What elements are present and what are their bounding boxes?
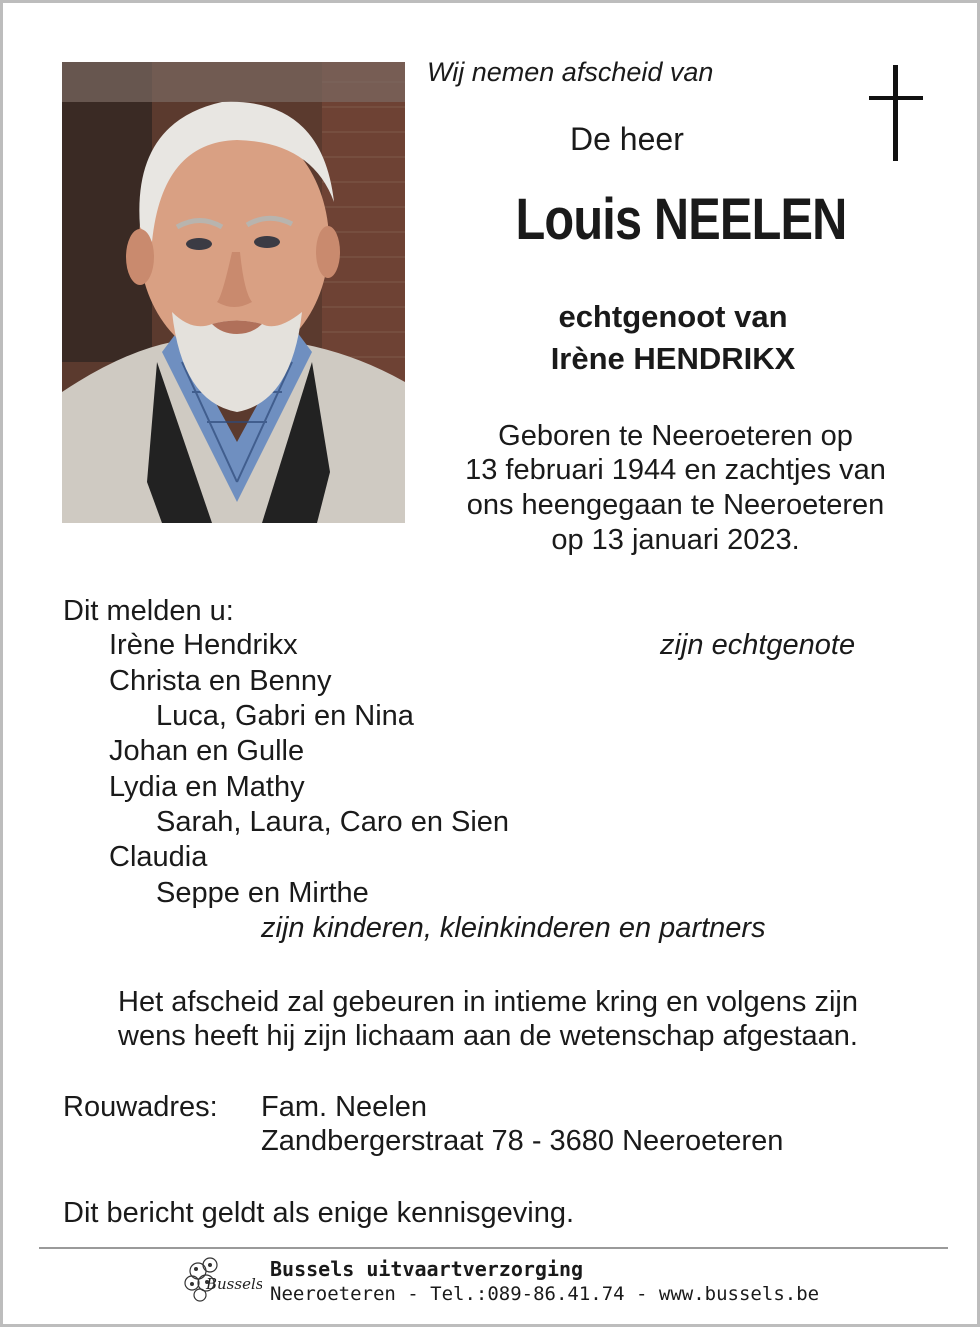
spouse-line1: echtgenoot van [558, 299, 788, 334]
born-line: ons heengegaan te Neeroeteren [466, 489, 885, 521]
farewell-line: Het afscheid zal gebeuren in intieme kring en volgens zijn [118, 986, 858, 1018]
cross-icon [893, 65, 898, 161]
family-member: Sarah, Laura, Caro en Sien [156, 806, 510, 838]
family-member: Luca, Gabri en Nina [156, 700, 414, 732]
title-text: De heer [570, 121, 684, 157]
portrait-photo [62, 62, 405, 523]
family-spouse-name: Irène Hendrikx [109, 629, 298, 661]
family-member: Lydia en Mathy [109, 771, 305, 803]
family-spouse-relation: zijn echtgenote [660, 629, 856, 661]
family-member: Christa en Benny [109, 665, 332, 697]
farewell-line: wens heeft hij zijn lichaam aan de wetenschap afgestaan. [118, 1020, 858, 1052]
family-member: Seppe en Mirthe [156, 877, 369, 909]
born-line: 13 februari 1944 en zachtjes van [465, 454, 886, 486]
family-member: Claudia [109, 841, 208, 873]
footer-divider [39, 1247, 948, 1249]
company-contact: Neeroeteren - Tel.:089-86.41.74 - www.bussels.be [270, 1283, 820, 1305]
deceased-name: Louis NEELEN [515, 187, 847, 252]
bussels-logo [180, 1253, 262, 1303]
notice-text: Dit bericht geldt als enige kennisgeving. [63, 1197, 575, 1229]
spouse-line2: Irène HENDRIKX [550, 341, 796, 376]
address-line1: Fam. Neelen [261, 1091, 428, 1123]
company-name: Bussels uitvaartverzorging [270, 1257, 584, 1281]
family-relation: zijn kinderen, kleinkinderen en partners [261, 912, 766, 944]
cross-icon-bar [869, 96, 923, 100]
family-intro: Dit melden u: [63, 595, 234, 627]
family-member: Johan en Gulle [109, 735, 305, 767]
svg-text:Bussels: Bussels [206, 1275, 262, 1293]
address-line2: Zandbergerstraat 78 - 3680 Neeroeteren [261, 1125, 784, 1157]
intro-text: Wij nemen afscheid van [427, 57, 714, 87]
born-line: Geboren te Neeroeteren op [498, 420, 853, 452]
born-line: op 13 januari 2023. [551, 524, 800, 556]
address-label: Rouwadres: [63, 1091, 218, 1123]
